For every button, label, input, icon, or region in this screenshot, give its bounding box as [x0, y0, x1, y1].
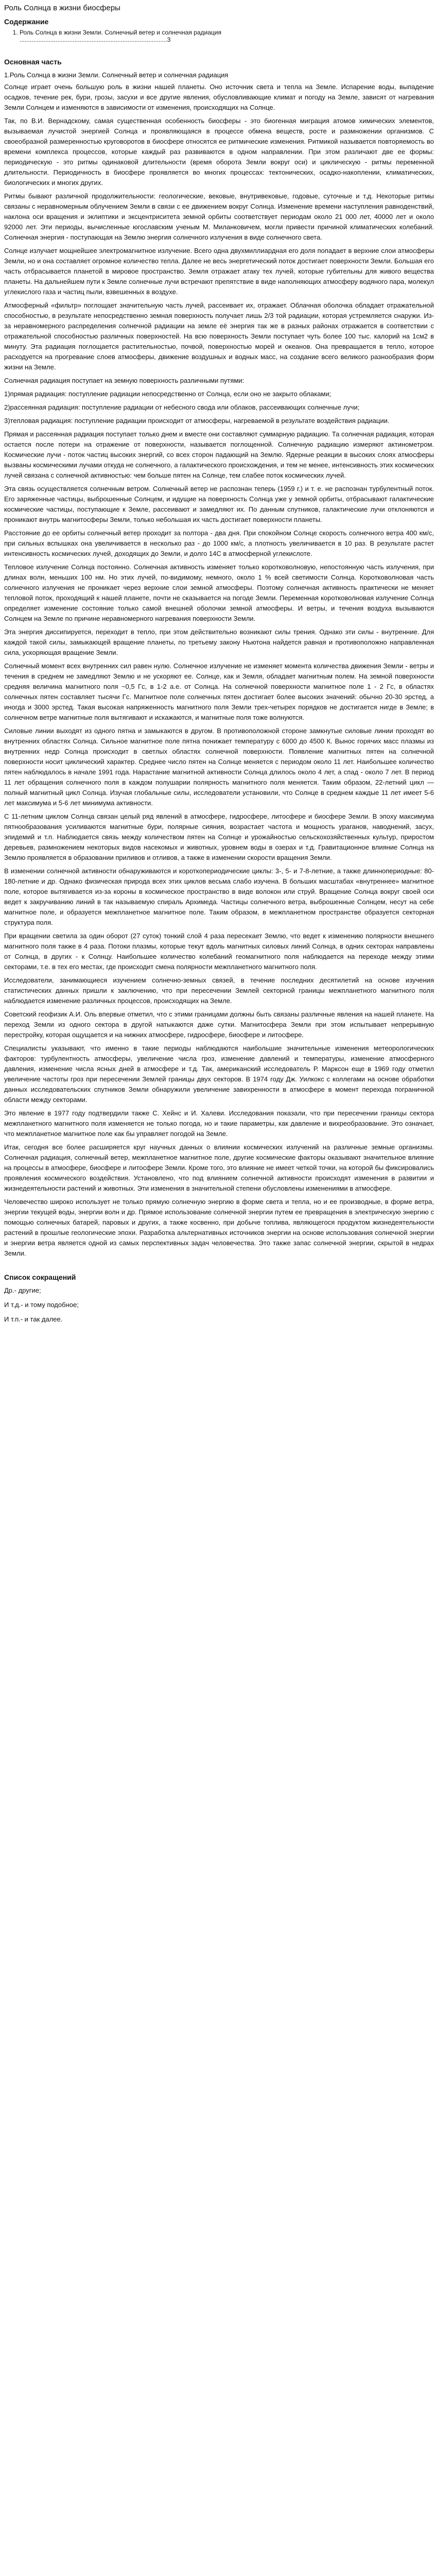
main-subtitle: 1.Роль Солнца в жизни Земли. Солнечный ветер и солнечная радиация	[4, 71, 229, 79]
body-paragraph: Расстояние до ее орбиты солнечный ветер проходит за полтора - два дня. При спокойном Солнце скорость солнечного ветра 400 км/с, при сильных вспышках она увеличивается в несколько раз - до 1000 км/с, а плотность увеличивается в 10 раз. В результате растет интенсивность космических лучей, доходящих до Земли, и долго 14С в атмосферной углекислоте.	[4, 529, 434, 557]
body-paragraph: Солнце излучает мощнейшее электромагнитное излучение. Всего одна двухмиллиардная его доля попадает в верхние слои атмосферы Земли, но и она составляет огромное количество тепла. Далее не весь энергетический поток достигает поверхности Земли. Большая его часть отбрасывается планетой в мировое пространство. Земля отражает атаку тех лучей, которые губительны для живого вещества планеты. На дальнейшем пути к Земле солнечные лучи встречают препятствие в виде наполняющих атмосферу водяного пара, молекул углекислого газа и частиц пыли, взвешенных в воздухе.	[4, 247, 434, 296]
document-title: Роль Солнца в жизни биосферы	[4, 4, 120, 12]
abbreviations-list	[4, 1285, 434, 1325]
radiation-type-item: 2)рассеянная радиация: поступление радиации от небесного свода или облаков, рассеивающих солнечные лучи;	[4, 403, 360, 411]
abbreviation-item: И т.д.- и тому подобное;	[4, 1301, 79, 1309]
body-paragraph: При вращении светила за один оборот (27 суток) тонкий слой 4 раза пересекает Землю, что ведет к изменению полярности внешнего магнитного поля также в 4 раза. Потоки плазмы, которые текут вдоль магнитных силовых линий Солнца, в одних секторах направлены от Солнца, в других - к Солнцу. Наибольшее количество колебаний геомагнитного поля наблюдается на переходе между этими секторами, т.е. в тех его местах, где происходит смена полярности межпланетного магнитного поля.	[4, 932, 434, 971]
body-paragraph: Солнце играет очень большую роль в жизни нашей планеты. Оно источник света и тепла на Земле. Испарение воды, выпадение осадков, течение рек, бури, грозы, засухи и все другие явления, обусловливающие климат и погоду на Земле, зависят от нагревания Земли Солнцем и изменяются в зависимости от изменения, происходящих на Солнце.	[4, 83, 434, 111]
main-heading: Основная часть	[4, 58, 62, 66]
body-paragraph: С 11-летним циклом Солнца связан целый ряд явлений в атмосфере, гидросфере, литосфере и биосфере Земли. В эпоху максимума пятнообразования усиливаются магнитные бури, полярные сияния, возрастает частота и мощность ураганов, наводнений, засух, эпидемий и т.п. Наблюдается связь между количеством пятен на Солнце и урожайностью сельскохозяйственных культур, приростом деревьев, размножением некоторых видов насекомых и животных, уровнем воды в озерах и т.д. Гравитационное влияние Солнца на Землю проявляется в образовании приливов и отливов, а также в изменении скорости вращения Земли.	[4, 812, 434, 861]
main-body	[4, 82, 434, 1259]
toc-heading: Содержание	[4, 18, 49, 26]
body-paragraph: Человечество широко использует не только прямую солнечную энергию в форме света и тепла, но и ее производные, в форме ветра, энергии текущей воды, энергии волн и др. Прямое использование солнечной энергии путем ее превращения в электрическую энергию с помощью солнечных батарей, паровых и других, а также косвенно, при добыче топлива, являющегося продуктом жизнедеятельности растений в прошлые геологические эпохи. Разработка альтернативных источников энергии на основе использования солнечной энергии и энергии ветра является одной из самых перспективных задач человечества. Это также запас солнечной энергии, скрытой в недрах Земли.	[4, 1198, 434, 1257]
body-paragraph: Солнечная радиация поступает на земную поверхность различными путями:	[4, 377, 245, 384]
body-paragraph: Итак, сегодня все более расширяется круг научных данных о влиянии космических излучений на различные земные организмы. Солнечная радиация, солнечный ветер, межпланетное магнитное поле, другие космические факторы оказывают значительное влияние на процессы в атмосфере, биосфере и литосфере Земли. Кроме того, это влияние не имеет четкой точки, на которой бы фиксировались проявления космического воздействия. Установлено, что под влиянием солнечной активности происходят изменения в развитии и жизнедеятельности растений и животных. Эти изменения в значительной степени обусловлены изменениями в атмосфере.	[4, 1143, 434, 1192]
body-paragraph: Советский геофизик А.И. Оль впервые отметил, что с этими границами должны быть связаны различные явления на нашей планете. На переход Земли из одного сектора в другой натыкаются даже сутки. Магнитосфера Земли при этом испытывает непрерывную перестройку, которая ощущается и на нижних атмосфере, гидросфере, биосфере и литосфере.	[4, 1010, 434, 1039]
toc-item-text[interactable]: Роль Солнца в жизни Земли. Солнечный ветер и солнечная радиация	[20, 29, 221, 36]
body-paragraph: Это явление в 1977 году подтвердили также С. Хейнс и И. Халеви. Исследования показали, что при пересечении границы сектора межпланетного магнитного поля изменяется не только погода, но и такие параметры, как давление и вихреобразование. Это означает, что межпланетное магнитное поле как бы управляет погодой на Земле.	[4, 1109, 434, 1138]
body-paragraph: Солнечный момент всех внутренних сил равен нулю. Солнечное излучение не изменяет момента количества движения Земли - ветры и течения в среднем не замедляют Землю и не ускоряют ее. Солнце, как и Земля, обладает магнитным полем. На земной поверхности средняя величина магнитного поля ~0,5 Гс, в 1-2 а.е. от Солнца. На солнечной поверхности магнитное поле 1 - 2 Гс, в областях солнечных пятен составляет тысячи Гс. Магнитное поле солнечных пятен достигает более высоких значений: обычно 20-30 эрстед, а иногда и 3000 эрстед. Такая высокая напряженность магнитного поля Земли трех-четырех порядков не достигается нигде в Земле; в солнечном ветре магнитные поля вытягивают и искажаются, и магнитные поля тоже волнуются.	[4, 662, 434, 721]
body-paragraph: Эта связь осуществляется солнечным ветром. Солнечный ветер не распознан теперь (1959 г.) и т. е. не распознан турбулентный поток. Его заряженные частицы, выброшенные Солнцем, и идущие на поверхность Солнца уже у земной орбиты, отбрасывают галактические космические частицы, поступающие к Земле, рассеивают и замедляют их. По данным спутников, галактические лучи отклоняются и проникают внутрь магнитосферы Земли, только небольшая их часть достигает поверхности планеты.	[4, 485, 434, 523]
toc-item[interactable]	[20, 29, 434, 43]
radiation-type-item: 3)тепловая радиация: поступление радиации происходит от атмосферы, нагреваемой в результате воздействия радиации.	[4, 417, 390, 425]
body-paragraph: Силовые линии выходят из одного пятна и замыкаются в другом. В противоположной стороне замкнутые силовые линии проходят во внутренних областях Солнца. Сильное магнитное поле пятна понижает температуру с 6000 до 4500 К. Вынос горячих масс плазмы из внутренних недр Солнца происходит в светлых областях солнечной поверхности. Появление магнитных пятен на солнечной поверхности носит циклический характер. Среднее число пятен на Солнце меняется с периодом около 11 лет. Наибольшее количество пятен наблюдалось в начале 1991 года. Нарастание магнитной активности Солнца длилось около 4 лет, а спад - около 7 лет. В период 11 лет обращения солнечного поля в каждом полушарии полярность магнитного поля меняется. Таким образом, 22-летний цикл — полный магнитный цикл Солнца. Изучая глобальные силы, исследователи установили, что Солнце в среднем каждые 11 лет имеет 5-6 лет максимума и 5-6 лет минимума активности.	[4, 727, 434, 807]
toc-list	[20, 29, 434, 43]
body-paragraph: Атмосферный «фильтр» поглощает значительную часть лучей, рассеивает их, отражает. Облачная оболочка обладает отражательной способностью, в результате непосредственно земная поверхность получает лишь 2/3 той радиации, которая устремляется снаружи. Из-за неравномерного распределения солнечной радиации на земле её энергия так же в разных районах отражается в соответствии с отражательной способностью различных поверхностей. На всю поверхность Земли поступает чуть более 100 тыс. калорий на 1см2 в минуту. Эта радиация поглощается растительностью, почвой, поверхностью морей и океанов. Она превращается в тепло, которое расходуется на прогревание слоев атмосферы, движение воздушных и водных масс, на создание всего великого разнообразия форм жизни на Земле.	[4, 301, 434, 371]
body-paragraph: Исследователи, занимающиеся изучением солнечно-земных связей, в течение последних десятилетий на основе изучения статистических данных пришли к заключению, что при пересечении Землей секторной границы межпланетного магнитного поля наблюдается изменение различных процессов, происходящих на Земле.	[4, 976, 434, 1005]
body-paragraph: Так, по В.И. Вернадскому, самая существенная особенность биосферы - это биогенная миграция атомов химических элементов, вызываемая лучистой энергией Солнца и проявляющаяся в процессе обмена веществ, росте и размножении организмов. С своеобразной размеренностью круговоротов в биосфере относятся ее ритмические изменения. Ритмикой называется повторяемость во времени комплекса процессов, которые каждый раз развиваются в одном направлении. При этом различают две ее формы: периодическую - это ритмы одинаковой длительности (время оборота Земли вокруг оси) и циклическую - ритмы переменной длительности. Периодичность в биосфере проявляется во многих процессах: тектонических, осадко-накоплении, климатических, биологических и многих других.	[4, 117, 434, 187]
radiation-type-item: 1)прямая радиация: поступление радиации непосредственно от Солнца, если оно не закрыто облаками;	[4, 390, 332, 398]
body-paragraph: Эта энергия диссипируется, переходит в тепло, при этом действительно возникают силы трения. Однако эти силы - внутренние. Для каждой такой силы, замыкающей вращение планеты, по третьему закону Ньютона найдется равная и противоположно направленная сила, ускоряющая вращение Земли.	[4, 628, 434, 656]
body-paragraph: Тепловое излучение Солнца постоянно. Солнечная активность изменяет только коротковолновую, непостоянную часть излучения, при длинах волн, меньших 100 нм. Но этих лучей, по-видимому, немного, около 1 % всей светимости Солнца. Коротковолновая часть солнечного излучения не проникает через верхние слои земной атмосферы. Поэтому солнечная активность практически не меняет тепловой поток, проходящий к нашей планете, почти не сказывается на погоде Земли. Переменная коротковолновая излучение Солнца определяет изменение состояние только самой внешней оболочки земной атмосферы. И ветры, и течения воздуха вызываются Солнцем на Земле по причине неравномерного нагревания поверхности Земли.	[4, 563, 434, 622]
body-paragraph: В изменении солнечной активности обнаруживаются и короткопериодические циклы: 3-, 5- и 7-8-летние, а также длиннопериодные: 80-180-летние и др. Однако физическая природа всех этих циклов весьма слабо изучена. В больших масштабах «внутреннее» магнитное поле, которое вытягивается из-за короны в космическое пространство в виде волокон или струй. Вращение Солнца вокруг своей оси ведет к закручиванию линий в так называемую спираль Архимеда. Частицы солнечного ветра, выброшенные Солнцем, несут на себе магнитное поле, и образуется межпланетное магнитное поле. Таким образом, в межпланетном пространстве образуется секторная структура поля.	[4, 867, 434, 926]
abbreviation-item: И т.п.- и так далее.	[4, 1315, 63, 1323]
body-paragraph: Прямая и рассеянная радиация поступает только днем и вместе они составляют суммарную радиацию. Та солнечная радиация, которая остается после потери на отражение от поверхности, называется поглощенной. Солнечную радиацию измеряют актинометром. Космические лучи - поток частиц высоких энергий, со всех сторон падающий на Землю. Ядерные реакции в высоких слоях атмосферы вызваны космическими лучами откуда не солнечного, а галактического происхождения, и тем не менее, интенсивность этих космических лучей связана с солнечной активностью: чем больше пятен на Солнце, тем слабее поток космических лучей.	[4, 430, 434, 479]
toc-item-dots: ......................................................................................3	[20, 36, 171, 43]
body-paragraph: Ритмы бывают различной продолжительности: геологические, вековые, внутривековые, годовые, суточные и т.д. Некоторые ритмы связаны с неравномерным облучением Земли в связи с ее движением вокруг Солнца. Изменение времени наступления равноденствий, наклона оси вращения и эклиптики и эксцентриситета земной орбиты соответствует периодам около 21 000 лет, 40000 лет и около 92000 лет. Эти периоды, вычисленные югославским ученым М. Милан​ковичем, могли привести причиной климатических колебаний. Солнечная энергия - поступающая на Землю энергия солнечного излучения в виде солнечного света.	[4, 192, 434, 241]
abbreviation-item: Др.- другие;	[4, 1286, 41, 1294]
abbreviations-heading: Список сокращений	[4, 1273, 76, 1281]
body-paragraph: Специалисты указывают, что именно в такие периоды наблюдаются наибольшие значительные изменения метеорологических факторов: турбулентность атмосферы, увеличение числа гроз, изменение давлений и температуры, изменение атмосферного давления, изменение числа ясных дней в атмосфере и т.д. Так, американский исследователь Р. Марксон еще в 1969 году отметил увеличение частоты гроз при пересечении Землей границы двух секторов. В 1974 году Дж. Уилкокс с коллегами на основе обработки данных исследовательских спутников Земли обнаружили увеличение завихренности в атмосфере в момент перехода пограничной области между секторами.	[4, 1044, 434, 1104]
